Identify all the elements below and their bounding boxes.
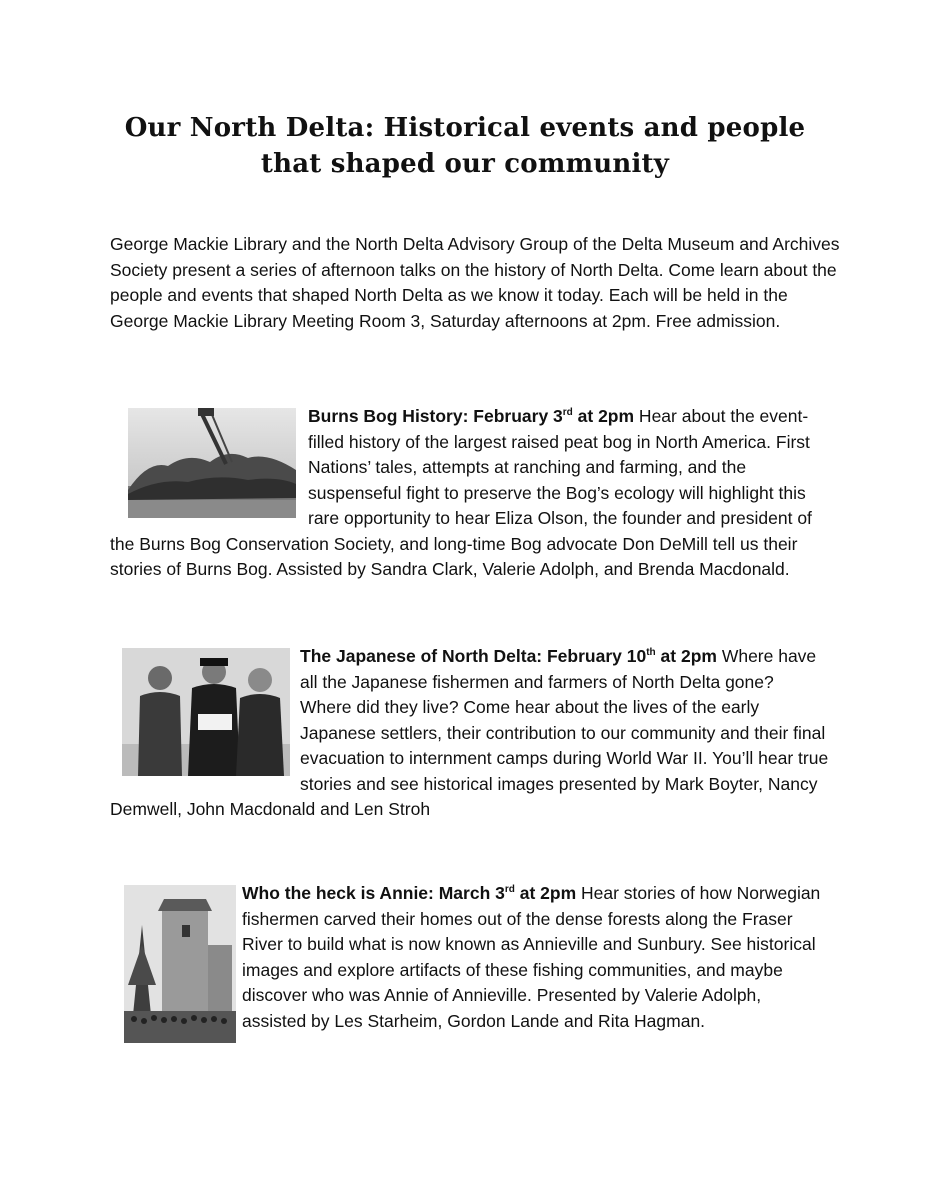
event-heading: Who the heck is Annie: March 3rd at 2pm	[242, 883, 577, 903]
event-description: Hear about the event-filled history of the largest raised peat bog in North America. First Nations’ tales, attempts at ranching and farming, and the suspenseful fight to preserve the Bog’s ecology will highlight this rare opportunity to hear Eliza Olson, the founder and president of the Burns Bog Conservation Society, and long-time Bog advocate Don DeMill tell us their stories of Burns Bog. Assisted by Sandra Clark, Valerie Adolph, and Brenda Macdonald.	[110, 406, 812, 579]
annieville-tower-photo	[124, 885, 236, 1043]
page-title: Our North Delta: Historical events and people that shaped our community	[124, 113, 806, 179]
japanese-fishermen-photo	[122, 648, 290, 776]
event-burns-bog	[110, 404, 830, 583]
event-heading: The Japanese of North Delta: February 10th at 2pm	[300, 646, 717, 666]
intro-paragraph: George Mackie Library and the North Delta Advisory Group of the Delta Museum and Archives Society present a series of afternoon talks on the history of North Delta. Come learn about the people and events that shaped North Delta as we know it today. Each will be held in the George Mackie Library Meeting Room 3, Saturday afternoons at 2pm. Free admission.	[110, 234, 840, 331]
event-heading: Burns Bog History: February 3rd at 2pm	[308, 406, 635, 426]
event-japanese-north-delta	[110, 644, 830, 823]
peat-bog-photo	[128, 408, 296, 518]
event-who-is-annie	[110, 881, 830, 1047]
event-description: Where have all the Japanese fishermen and farmers of North Delta gone? Where did they live? Come hear about the lives of the early Japanese settlers, their contribution to our community and their final evacuation to internment camps during World War II. You’ll hear true stories and see historical images presented by Mark Boyter, Nancy Demwell, John Macdonald and Len Stroh	[110, 646, 829, 819]
event-description: Hear stories of how Norwegian fishermen carved their homes out of the dense forests along the Fraser River to build what is now known as Annieville and Sunbury. See historical images and explore artifacts of these fishing communities, and maybe discover who was Annie of Annieville. Presented by Valerie Adolph, assisted by Les Starheim, Gordon Lande and Rita Hagman.	[242, 883, 821, 1031]
